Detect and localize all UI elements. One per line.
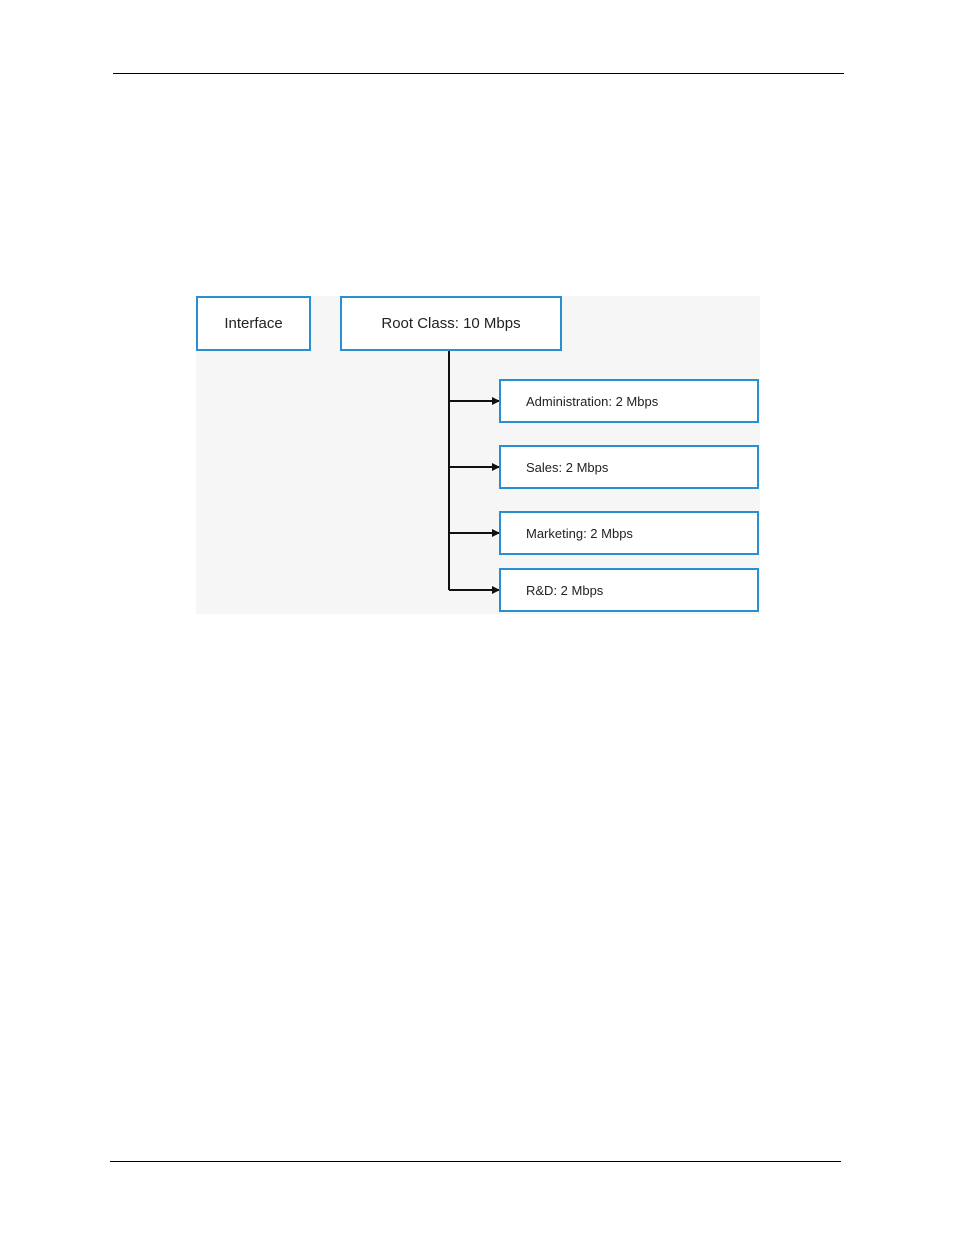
- child-node-rd: [499, 568, 759, 612]
- root-class-node: [340, 296, 562, 351]
- child-node-marketing: [499, 511, 759, 555]
- child-node-label: Administration: 2 Mbps: [526, 393, 659, 409]
- child-node-label: Sales: 2 Mbps: [526, 459, 609, 475]
- root-class-node-label: Root Class: 10 Mbps: [381, 315, 521, 332]
- child-node-label: Marketing: 2 Mbps: [526, 525, 633, 541]
- footer-rule: [110, 1161, 841, 1162]
- interface-node: [196, 296, 311, 351]
- child-node-label: R&D: 2 Mbps: [526, 582, 604, 598]
- interface-node-label: Interface: [224, 315, 283, 332]
- child-node-administration: [499, 379, 759, 423]
- child-node-sales: [499, 445, 759, 489]
